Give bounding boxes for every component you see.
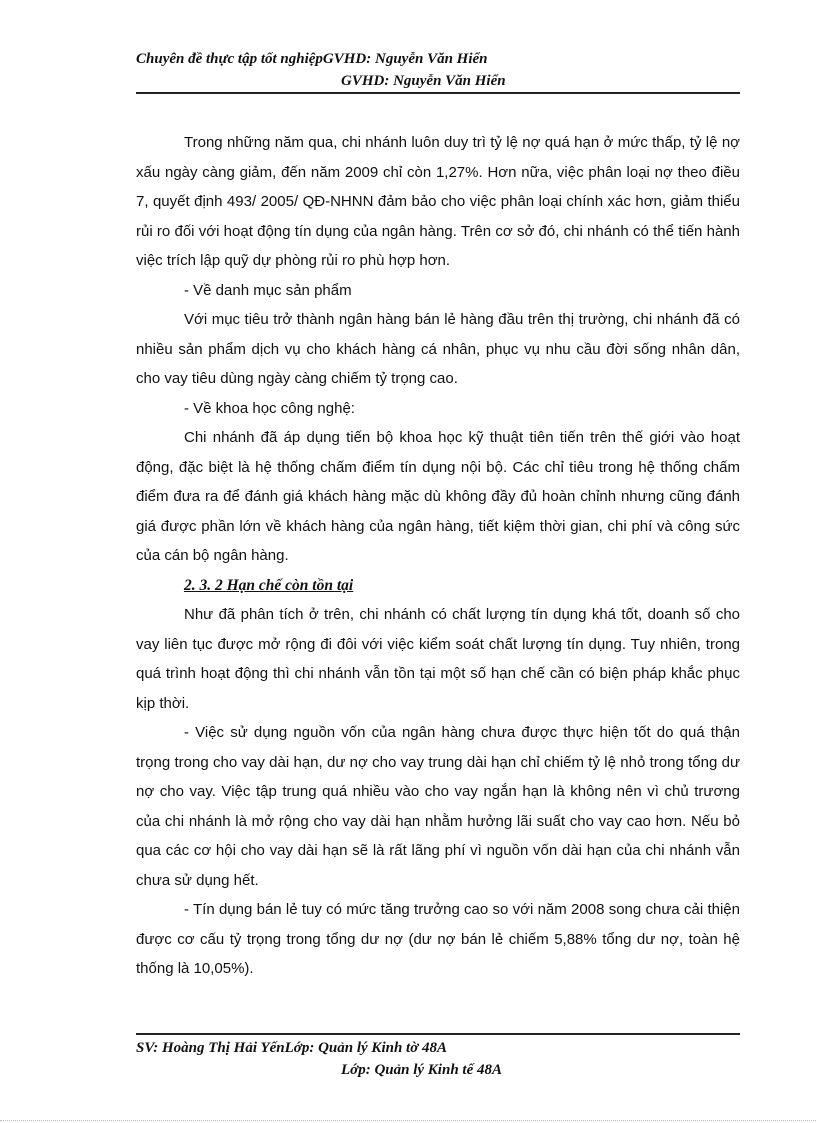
footer-line-1: SV: Hoàng Thị Hải YếnLớp: Quản lý Kinh tờ 48A bbox=[136, 1040, 448, 1056]
paragraph: - Tín dụng bán lẻ tuy có mức tăng trưởng cao so với năm 2008 song chưa cải thiện được cơ cấu tỷ trọng trong tổng dư nợ (dư nợ bán lẻ chiếm 5,88% tổng dư nợ, toàn hệ thống là 10,05%). bbox=[136, 901, 740, 977]
header-line-2: GVHD: Nguyễn Văn Hiển bbox=[341, 73, 506, 89]
paragraph: Như đã phân tích ở trên, chi nhánh có chất lượng tín dụng khá tốt, doanh số cho vay liên tục được mở rộng đi đôi với việc kiểm soát chất lượng tín dụng. Tuy nhiên, trong quá trình hoạt động thì chi nhánh vẫn tồn tại một số hạn chế cần có biện pháp khắc phục kịp thời. bbox=[136, 606, 740, 712]
paragraph: Với mục tiêu trở thành ngân hàng bán lẻ hàng đầu trên thị trường, chi nhánh đã có nhiều sản phẩm dịch vụ cho khách hàng cá nhân, phục vụ nhu cầu đời sống nhân dân, cho vay tiêu dùng ngày càng chiếm tỷ trọng cao. bbox=[136, 311, 740, 387]
paragraph: - Về danh mục sản phẩm bbox=[184, 281, 352, 299]
document-body bbox=[136, 128, 740, 984]
paragraph: Chi nhánh đã áp dụng tiến bộ khoa học kỹ thuật tiên tiến trên thế giới vào hoạt động, đặc biệt là hệ thống chấm điểm tín dụng nội bộ. Các chỉ tiêu trong hệ thống chấm điểm đưa ra để đánh giá khách hàng mặc dù không đầy đủ hoàn chỉnh nhưng cũng đánh giá được phần lớn về khách hàng của ngân hàng, tiết kiệm thời gian, chi phí và công sức của cán bộ ngân hàng. bbox=[136, 429, 740, 564]
footer-line-2: Lớp: Quản lý Kinh tế 48A bbox=[341, 1062, 502, 1078]
header-line-1: Chuyên đề thực tập tốt nghiệpGVHD: Nguyễn Văn Hiển bbox=[136, 51, 488, 67]
section-heading bbox=[136, 571, 740, 601]
page-footer bbox=[136, 1033, 740, 1081]
page-edge-divider bbox=[0, 1120, 816, 1121]
paragraph: - Về khoa học công nghệ: bbox=[184, 399, 355, 417]
paragraph: - Việc sử dụng nguồn vốn của ngân hàng chưa được thực hiện tốt do quá thận trọng trong cho vay dài hạn, dư nợ cho vay trung dài hạn chỉ chiếm tỷ lệ nhỏ trong tổng dư nợ cho vay. Việc tập trung quá nhiều vào cho vay ngắn hạn là không nên vì chủ trương của chi nhánh là mở rộng cho vay dài hạn nhằm hưởng lãi suất cho vay cao hơn. Nếu bỏ qua các cơ hội cho vay dài hạn sẽ là rất lãng phí vì nguồn vốn dài hạn của chi nhánh vẫn chưa sử dụng hết. bbox=[136, 724, 740, 889]
page-header bbox=[136, 48, 740, 94]
section-heading-text: 2. 3. 2 Hạn chế còn tồn tại bbox=[184, 576, 354, 594]
paragraph: Trong những năm qua, chi nhánh luôn duy trì tỷ lệ nợ quá hạn ở mức thấp, tỷ lệ nợ xấu ngày càng giảm, đến năm 2009 chỉ còn 1,27%. Hơn nữa, việc phân loại nợ theo điều 7, quyết định 493/ 2005/ QĐ-NHNN đảm bảo cho việc phân loại chính xác hơn, giảm thiểu rủi ro đối với hoạt động tín dụng của ngân hàng. Trên cơ sở đó, chi nhánh có thể tiến hành việc trích lập quỹ dự phòng rủi ro phù hợp hơn. bbox=[136, 134, 740, 269]
